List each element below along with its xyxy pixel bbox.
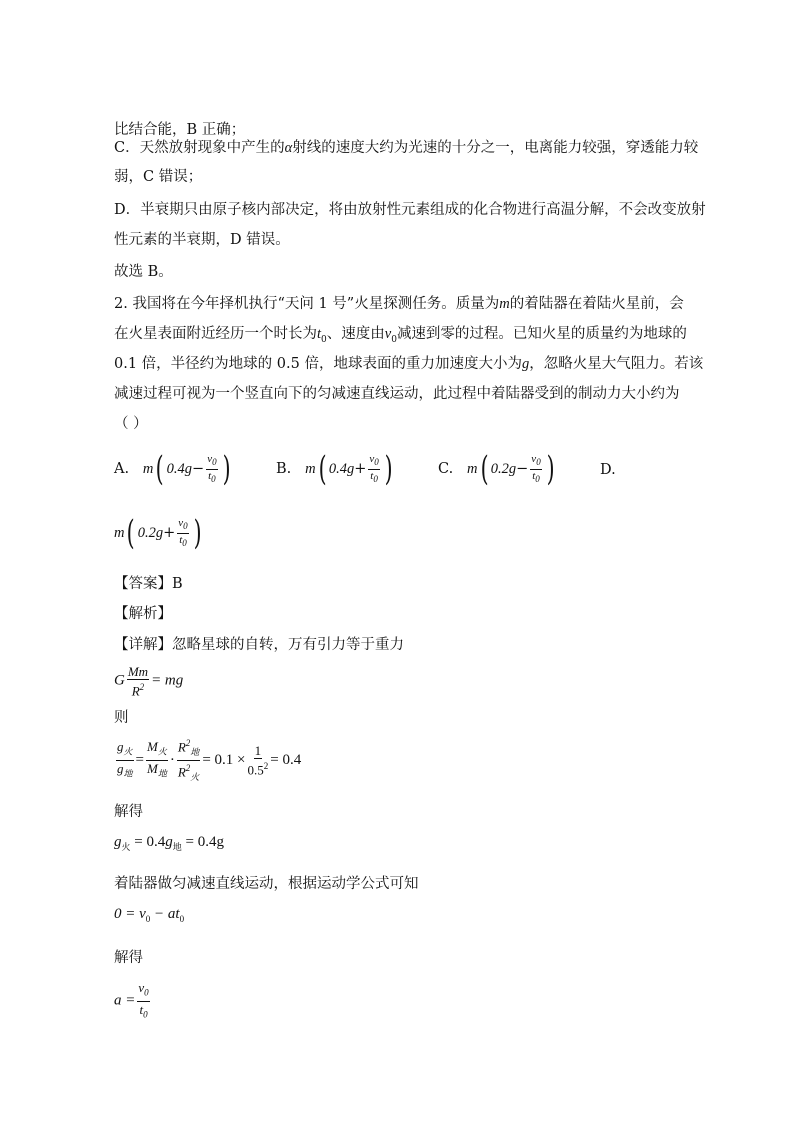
paren-left: ( — [318, 449, 327, 489]
fraction: $\frac{v_0}{t_0}$ — [531, 453, 541, 484]
fraction: $\frac{Mm}{R^2}$ — [127, 664, 149, 699]
var-v: v — [384, 326, 392, 342]
var-g: g — [521, 356, 530, 372]
option-coef: 0.4g — [328, 461, 355, 477]
text: 0 = v — [114, 906, 146, 922]
option-label: C. — [438, 461, 454, 477]
option-coef: 0.2g — [490, 461, 517, 477]
text: 的着陆器在着陆火星前，会 — [509, 296, 684, 312]
var-G: G — [114, 672, 125, 689]
question-line: 减速过程可视为一个竖直向下的匀减速直线运动，此过程中着陆器受到的制动力大小约为 — [114, 386, 680, 402]
text: 2. 我国将在今年择机执行“天问 1 号”火星探测任务。质量为 — [114, 296, 500, 312]
var-m: m — [142, 461, 154, 477]
var-m: m — [114, 525, 125, 541]
paren-right: ) — [546, 449, 555, 489]
fraction: $\frac{M_火}{M_地}$ — [146, 739, 167, 779]
var-m: m — [305, 461, 316, 477]
paren-right: ) — [384, 449, 393, 489]
option-d[interactable] — [114, 513, 204, 553]
fraction: $\frac{v_0}{t_0}$ — [207, 453, 217, 484]
detail-tag: 【详解】 — [114, 637, 172, 653]
option-sign: − — [192, 461, 205, 477]
paren-left: ( — [480, 449, 489, 489]
subscript: 0 — [321, 334, 327, 345]
text-line: 解得 — [114, 804, 143, 820]
alpha-symbol: α — [284, 140, 293, 156]
text: = 0.4 — [270, 751, 302, 768]
option-d-label[interactable]: D. — [600, 462, 616, 478]
text-line: 弱，C 错误； — [114, 169, 203, 185]
question-line — [114, 292, 684, 313]
option-coef: 0.2g — [137, 525, 164, 541]
option-sign: + — [163, 525, 176, 541]
question-line — [114, 352, 703, 373]
equation-kinematics: $0 = v_0 - at_0$ — [114, 906, 185, 924]
fraction: $\frac{v_0}{t_0}$ — [178, 517, 188, 548]
text-line: 比结合能，B 正确； — [114, 122, 246, 138]
option-label: A. — [114, 461, 130, 477]
option-coef: 0.4g — [166, 461, 193, 477]
text-line: 着陆器做匀减速直线运动，根据运动学公式可知 — [114, 876, 419, 892]
fraction: $\frac{R^2_地}{R^2_火}$ — [177, 738, 200, 782]
equation-ratio: $\frac{g_火}{g_地}$ = $\frac{M_火}{M_地}$ · $\frac{R^2_地}{R^2_火}$ = 0.1 × $\frac{1}{0.5^2}$ = 0.4 — [114, 736, 301, 785]
text-line: 性元素的半衰期，D 错误。 — [114, 232, 290, 248]
option-c-explanation — [114, 136, 698, 157]
analysis-heading: 【解析】 — [114, 606, 172, 622]
text: a = — [114, 992, 136, 1009]
conclusion: 故选 B。 — [114, 264, 173, 280]
text: 减速到零的过程。已知火星的质量约为地球的 — [396, 326, 687, 342]
var-m: m — [499, 296, 510, 312]
option-d-explanation: D．半衰期只由原子核内部决定，将由放射性元素组成的化合物进行高温分解，不会改变放射 — [114, 202, 706, 218]
option-a[interactable] — [114, 449, 233, 489]
text-line: 则 — [114, 710, 129, 726]
var-t: t — [317, 326, 322, 342]
paren-right: ) — [193, 513, 202, 553]
question-line — [114, 322, 687, 345]
option-b[interactable] — [276, 449, 395, 489]
text: C．天然放射现象中产生的 — [114, 140, 285, 156]
text: 射线的速度大约为光速的十分之一，电离能力较强，穿透能力较 — [292, 140, 699, 156]
option-sign: + — [354, 461, 367, 477]
fraction: $\frac{g_火}{g_地}$ — [117, 739, 133, 779]
equation-gravity — [114, 664, 183, 698]
text: 、速度由 — [326, 326, 385, 342]
text: = 0.4g — [185, 834, 224, 850]
blank-paren: （ ） — [114, 416, 148, 432]
equation-acceleration — [114, 980, 152, 1022]
paren-left: ( — [127, 513, 136, 553]
option-sign: − — [516, 461, 529, 477]
text-line: 解得 — [114, 950, 143, 966]
paren-right: ) — [222, 449, 231, 489]
fraction: $\frac{v_0}{t_0}$ — [369, 453, 379, 484]
answer: 【答案】B — [114, 576, 183, 592]
subscript: 0 — [391, 334, 397, 345]
text: 忽略星球的自转，万有引力等于重力 — [172, 637, 404, 653]
equation-gmars: $g_火 = 0.4g_地 = 0.4g$ — [114, 834, 224, 852]
fraction: $\frac{1}{0.5^2}$ — [247, 743, 269, 778]
rhs: = mg — [151, 672, 184, 689]
text: 在火星表面附近经历一个时长为 — [114, 326, 317, 342]
var-m: m — [467, 461, 478, 477]
text: − at — [150, 906, 180, 922]
option-c[interactable] — [438, 449, 557, 489]
option-label: B. — [276, 461, 292, 477]
fraction: $\frac{v_0}{t_0}$ — [138, 980, 149, 1020]
text: ，忽略火星大气阻力。若该 — [529, 356, 704, 372]
text: = 0.4 — [134, 834, 166, 850]
detail-line — [114, 633, 404, 654]
paren-left: ( — [156, 449, 165, 489]
text: = 0.1 × — [202, 751, 246, 768]
text: 0.1 倍，半径约为地球的 0.5 倍，地球表面的重力加速度大小为 — [114, 356, 522, 372]
